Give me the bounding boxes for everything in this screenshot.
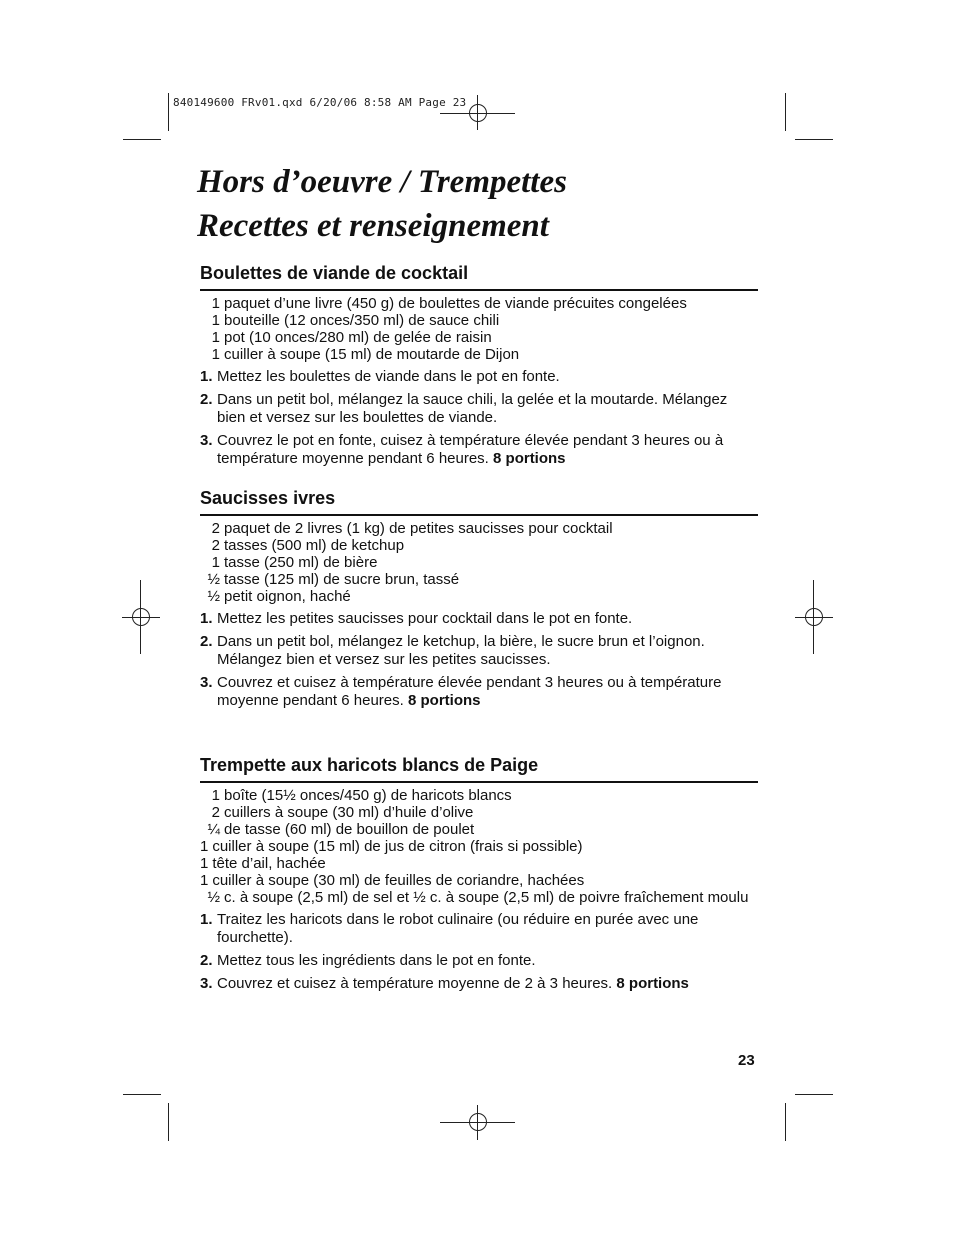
ingredient-text: paquet d’une livre (450 g) de boulettes de viande précuites congelées — [224, 295, 687, 312]
registration-circle — [469, 104, 487, 122]
step-number: 1. — [200, 368, 213, 385]
step-number: 3. — [200, 674, 213, 691]
ingredient-item — [200, 295, 758, 312]
step-item — [200, 432, 758, 468]
ingredient-item — [200, 554, 758, 571]
ingredient-qty: ½ — [207, 889, 220, 906]
step-list — [200, 610, 758, 710]
ingredient-text: cuillers à soupe (30 ml) d’huile d’olive — [224, 804, 474, 821]
ingredient-qty: 1 — [211, 312, 220, 329]
step-yield: 8 portions — [407, 692, 481, 709]
ingredient-qty: 1 — [211, 346, 220, 363]
crop-mark — [795, 139, 833, 140]
recipe-trempette — [200, 754, 758, 993]
recipe-title: Boulettes de viande de cocktail — [200, 262, 758, 291]
ingredient-item — [200, 312, 758, 329]
ingredient-item — [200, 872, 758, 889]
ingredient-item — [200, 520, 758, 537]
ingredient-text: cuiller à soupe (30 ml) de feuilles de coriandre, hachées — [212, 872, 585, 889]
ingredient-qty: 2 — [211, 520, 220, 537]
step-text-body: Mettez les boulettes de viande dans le pot en fonte. — [217, 368, 560, 385]
step-item — [200, 911, 758, 947]
step-text — [217, 952, 758, 970]
ingredient-item — [200, 588, 758, 605]
ingredient-item — [200, 821, 758, 838]
step-text-body: Mettez tous les ingrédients dans le pot en fonte. — [217, 952, 536, 969]
step-text-body: Couvrez et cuisez à température moyenne de 2 à 3 heures. — [217, 975, 617, 992]
ingredient-qty: 1 — [211, 554, 220, 571]
ingredient-item — [200, 329, 758, 346]
registration-circle — [132, 608, 150, 626]
recipe-title: Trempette aux haricots blancs de Paige — [200, 754, 758, 783]
ingredient-qty: 1 — [200, 855, 209, 872]
ingredient-qty: 1 — [211, 329, 220, 346]
ingredient-qty: ¼ — [207, 821, 220, 838]
page-number: 23 — [738, 1052, 755, 1069]
crop-mark — [123, 1094, 161, 1095]
page-title — [197, 160, 567, 248]
step-text-body: Couvrez le pot en fonte, cuisez à température élevée pendant 3 heures ou à température moyenne pendant 6 heures. — [217, 432, 724, 467]
ingredient-text: de tasse (60 ml) de bouillon de poulet — [224, 821, 475, 838]
recipe-title: Saucisses ivres — [200, 487, 758, 516]
ingredient-item — [200, 855, 758, 872]
ingredient-qty: 2 — [211, 537, 220, 554]
crop-mark — [168, 1103, 169, 1141]
step-text — [217, 391, 758, 427]
step-item — [200, 391, 758, 427]
ingredient-text: cuiller à soupe (15 ml) de moutarde de Dijon — [224, 346, 520, 363]
step-number: 2. — [200, 391, 213, 408]
ingredient-item — [200, 838, 758, 855]
step-text — [217, 633, 758, 669]
ingredient-qty: 2 — [211, 804, 220, 821]
step-number: 1. — [200, 610, 213, 627]
step-item — [200, 975, 758, 993]
ingredient-text: tasses (500 ml) de ketchup — [224, 537, 405, 554]
ingredient-list — [200, 787, 758, 906]
registration-circle — [469, 1113, 487, 1131]
ingredient-text: cuiller à soupe (15 ml) de jus de citron (frais si possible) — [212, 838, 583, 855]
step-item — [200, 610, 758, 628]
registration-circle — [805, 608, 823, 626]
ingredient-qty: 1 — [211, 295, 220, 312]
ingredient-list — [200, 295, 758, 363]
step-item — [200, 368, 758, 386]
ingredient-text: boîte (15½ onces/450 g) de haricots blancs — [224, 787, 512, 804]
step-text — [217, 975, 758, 993]
step-number: 3. — [200, 432, 213, 449]
crop-mark — [123, 139, 161, 140]
step-number: 2. — [200, 633, 213, 650]
crop-mark — [795, 1094, 833, 1095]
step-item — [200, 674, 758, 710]
recipe-boulettes — [200, 262, 758, 468]
step-yield: 8 portions — [493, 450, 566, 467]
crop-mark — [785, 1103, 786, 1141]
ingredient-qty: 1 — [211, 787, 220, 804]
step-text-body: Mettez les petites saucisses pour cocktail dans le pot en fonte. — [217, 610, 633, 627]
ingredient-qty: 1 — [200, 838, 209, 855]
step-text — [217, 610, 758, 628]
step-list — [200, 911, 758, 993]
crop-mark — [168, 93, 169, 131]
step-number: 3. — [200, 975, 213, 992]
print-slug: 840149600 FRv01.qxd 6/20/06 8:58 AM Page 23 — [173, 96, 467, 109]
step-text — [217, 674, 758, 710]
step-item — [200, 952, 758, 970]
ingredient-item — [200, 787, 758, 804]
step-text — [217, 911, 758, 947]
ingredient-item — [200, 571, 758, 588]
ingredient-text: tasse (125 ml) de sucre brun, tassé — [224, 571, 460, 588]
step-yield: 8 portions — [616, 975, 689, 992]
recipe-saucisses — [200, 487, 758, 710]
crop-mark — [785, 93, 786, 131]
step-text-body: Traitez les haricots dans le robot culinaire (ou réduire en purée avec une fourchette). — [217, 911, 699, 946]
ingredient-list — [200, 520, 758, 605]
ingredient-item — [200, 889, 758, 906]
step-number: 1. — [200, 911, 213, 928]
ingredient-text: paquet de 2 livres (1 kg) de petites saucisses pour cocktail — [224, 520, 613, 537]
ingredient-item — [200, 346, 758, 363]
step-list — [200, 368, 758, 468]
step-text — [217, 368, 758, 386]
ingredient-text: petit oignon, haché — [224, 588, 351, 605]
step-number: 2. — [200, 952, 213, 969]
ingredient-item — [200, 537, 758, 554]
ingredient-item — [200, 804, 758, 821]
ingredient-text: pot (10 onces/280 ml) de gelée de raisin — [224, 329, 492, 346]
ingredient-qty: ½ — [207, 588, 220, 605]
page-title-line-2: Recettes et renseignement — [197, 208, 549, 244]
step-text-body: Couvrez et cuisez à température élevée pendant 3 heures ou à température moyenne pendant 6 heures. — [217, 674, 722, 709]
page-title-line-1: Hors d’oeuvre / Trempettes — [197, 164, 567, 200]
ingredient-text: c. à soupe (2,5 ml) de sel et ½ c. à soupe (2,5 ml) de poivre fraîchement moulu — [224, 889, 749, 906]
ingredient-qty: ½ — [207, 571, 220, 588]
recipes — [200, 262, 758, 998]
step-text-body: Dans un petit bol, mélangez la sauce chili, la gelée et la moutarde. Mélangez bien et versez sur les boulettes de viande. — [217, 391, 728, 426]
step-text — [217, 432, 758, 468]
ingredient-text: tête d’ail, hachée — [212, 855, 326, 872]
step-text-body: Dans un petit bol, mélangez le ketchup, la bière, le sucre brun et l’oignon. Mélangez bien et versez sur les petites saucisses. — [217, 633, 705, 668]
step-item — [200, 633, 758, 669]
ingredient-text: tasse (250 ml) de bière — [224, 554, 378, 571]
ingredient-text: bouteille (12 onces/350 ml) de sauce chili — [224, 312, 500, 329]
ingredient-qty: 1 — [200, 872, 209, 889]
